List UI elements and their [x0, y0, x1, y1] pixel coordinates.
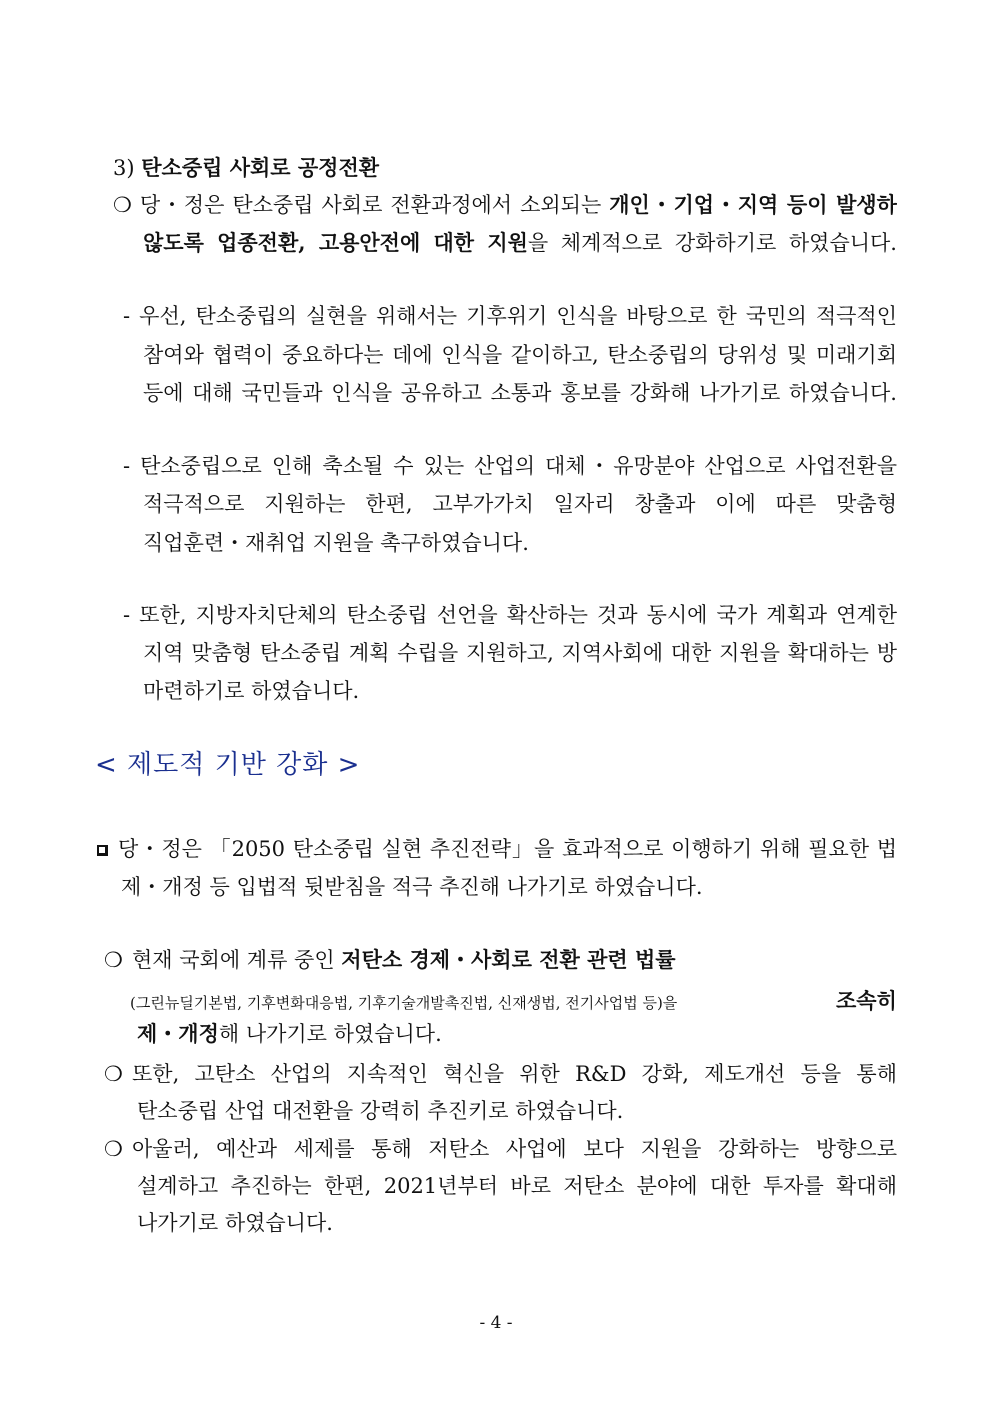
bold-text-run: 않도록 업종전환, 고용안전에 대한 지원 [143, 230, 528, 255]
section-heading [113, 154, 379, 182]
circle-item-line [104, 1060, 897, 1088]
dash-item-line: 참여와 협력이 중요하다는 데에 인식을 같이하고, 탄소중립의 당위성 및 미래기회 [143, 343, 897, 367]
circle-item-line: 설계하고 추진하는 한편, 2021년부터 바로 저탄소 분야에 대한 투자를 확대해 [137, 1174, 897, 1198]
dash-item-line: 등에 대해 국민들과 인식을 공유하고 소통과 홍보를 강화해 나가기로 하였습니다. [143, 381, 897, 405]
text-run: 당・정은 「2050 탄소중립 실현 추진전략」을 효과적으로 이행하기 위해 필요한 법 [118, 837, 897, 861]
text-run: 당・정은 탄소중립 사회로 전환과정에서 소외되는 [139, 193, 610, 217]
heading-number: 3) [113, 156, 135, 180]
dash-item-line: 지역 맞춤형 탄소중립 계획 수립을 지원하고, 지역사회에 대한 지원을 확대하는 방 [143, 641, 897, 665]
paragraph-line [143, 229, 897, 257]
paragraph-line [113, 191, 897, 219]
circle-item-line [104, 946, 676, 974]
page-number: - 4 - [479, 1313, 513, 1333]
circle-bullet-icon: ❍ [113, 193, 132, 217]
circle-item-line: 탄소중립 산업 대전환을 강력히 추진키로 하였습니다. [137, 1099, 624, 1123]
bold-text-run: 조속히 [836, 988, 897, 1013]
bold-text-run: 개인・기업・지역 등이 발생하 [609, 192, 897, 217]
dash-item-line: 마련하기로 하였습니다. [143, 679, 360, 703]
checkbox-item-line [97, 835, 897, 863]
text-run: 아울러, 예산과 세제를 통해 저탄소 사업에 보다 지원을 강화하는 방향으로 [132, 1137, 897, 1161]
circle-item-line [137, 1020, 442, 1048]
bold-text-run [836, 987, 897, 1015]
text-run: 을 체계적으로 강화하기로 하였습니다. [527, 231, 897, 255]
circle-item-line [104, 1135, 897, 1163]
section-title: < 제도적 기반 강화 > [95, 750, 361, 780]
circle-bullet-icon: ❍ [104, 948, 123, 972]
text-run: 해 나가기로 하였습니다. [218, 1022, 442, 1046]
dash-item-line: - 또한, 지방자치단체의 탄소중립 선언을 확산하는 것과 동시에 국가 계획과 연계한 [123, 603, 897, 627]
text-run: 또한, 고탄소 산업의 지속적인 혁신을 위한 R&D 강화, 제도개선 등을 통해 [132, 1062, 897, 1086]
circle-item-line [130, 987, 677, 1017]
small-text-run: (그린뉴딜기본법, 기후변화대응법, 기후기술개발촉진법, 신재생법, 전기사업법 등)을 [130, 994, 678, 1012]
checkbox-item-line: 제・개정 등 입법적 뒷받침을 적극 추진해 나가기로 하였습니다. [121, 875, 703, 899]
heading-title: 탄소중립 사회로 공정전환 [141, 155, 380, 180]
dash-item-line: 직업훈련・재취업 지원을 촉구하였습니다. [143, 531, 529, 555]
bold-text-run: 제・개정 [137, 1021, 219, 1046]
square-bullet-icon [97, 845, 108, 856]
circle-bullet-icon: ❍ [104, 1062, 123, 1086]
circle-bullet-icon: ❍ [104, 1137, 123, 1161]
dash-item-line: 적극적으로 지원하는 한편, 고부가가치 일자리 창출과 이에 따른 맞춤형 [143, 492, 897, 516]
dash-item-line: - 우선, 탄소중립의 실현을 위해서는 기후위기 인식을 바탕으로 한 국민의 적극적인 [123, 304, 897, 328]
circle-item-line: 나가기로 하였습니다. [137, 1211, 333, 1235]
bold-text-run: 저탄소 경제・사회로 전환 관련 법률 [341, 947, 676, 972]
dash-item-line: - 탄소중립으로 인해 축소될 수 있는 산업의 대체・유망분야 산업으로 사업전환을 [123, 454, 897, 478]
text-run: 현재 국회에 계류 중인 [132, 948, 342, 972]
